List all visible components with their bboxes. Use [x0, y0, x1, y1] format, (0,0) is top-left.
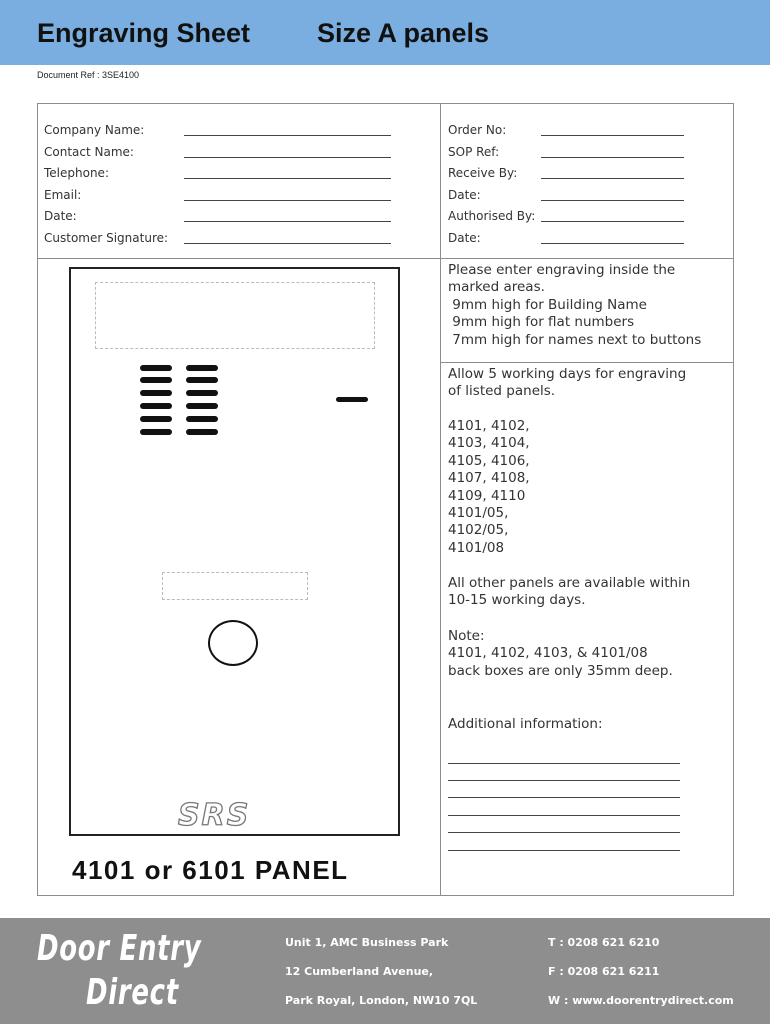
date-label: Date:	[44, 209, 77, 223]
authorised-date-label: Date:	[448, 231, 481, 245]
note-text-2: back boxes are only 35mm deep.	[448, 663, 673, 679]
list-item: 4109, 4110	[448, 488, 526, 504]
receive-date-label: Date:	[448, 188, 481, 202]
fax-number: F : 0208 621 6211	[548, 965, 660, 978]
customer-signature-label: Customer Signature:	[44, 231, 169, 245]
panel-model-title: 4101 or 6101 PANEL	[72, 855, 349, 885]
receive-by-label: Receive By:	[448, 166, 518, 180]
company-name-label: Company Name:	[44, 123, 145, 137]
receive-by-field[interactable]	[541, 178, 684, 179]
authorised-date-field[interactable]	[541, 243, 684, 244]
date-field[interactable]	[184, 221, 391, 222]
instructions-intro: Please enter engraving inside the	[448, 262, 676, 278]
telephone-label: Telephone:	[44, 166, 109, 180]
list-item: 4102/05,	[448, 522, 509, 538]
list-item: 4103, 4104,	[448, 435, 530, 451]
order-no-label: Order No:	[448, 123, 507, 137]
company-logo-line1: Door Entry	[37, 928, 202, 969]
instruction-names: 7mm high for names next to buttons	[448, 332, 702, 348]
right-section-divider	[440, 362, 734, 363]
authorised-by-label: Authorised By:	[448, 209, 536, 223]
header-banner	[0, 0, 770, 65]
allow-days-text: Allow 5 working days for engraving	[448, 366, 687, 382]
note-text: 4101, 4102, 4103, & 4101/08	[448, 645, 648, 661]
list-item: 4101/08	[448, 540, 505, 556]
note-label: Note:	[448, 628, 485, 644]
contact-name-label: Contact Name:	[44, 145, 134, 159]
phone-number: T : 0208 621 6210	[548, 936, 660, 949]
panel-size-title: Size A panels	[317, 18, 490, 48]
additional-info-label: Additional information:	[448, 716, 603, 732]
address-line-1: Unit 1, AMC Business Park	[285, 936, 449, 949]
section-divider	[37, 258, 734, 259]
email-label: Email:	[44, 188, 82, 202]
address-line-3: Park Royal, London, NW10 7QL	[285, 994, 478, 1007]
company-logo-line2: Direct	[86, 972, 179, 1013]
contact-name-field[interactable]	[184, 157, 391, 158]
list-item: 4107, 4108,	[448, 470, 530, 486]
other-panels-text-2: 10-15 working days.	[448, 592, 586, 608]
document-ref: Document Ref : 3SE4100	[37, 70, 140, 80]
instruction-building-name: 9mm high for Building Name	[448, 297, 647, 313]
sop-ref-field[interactable]	[541, 157, 684, 158]
website-link[interactable]: W : www.doorentrydirect.com	[548, 994, 734, 1007]
receive-date-field[interactable]	[541, 200, 684, 201]
allow-days-text-2: of listed panels.	[448, 383, 556, 399]
column-divider	[440, 103, 441, 896]
building-name-engraving-area[interactable]	[95, 282, 375, 349]
list-item: 4101, 4102,	[448, 418, 530, 434]
sop-ref-label: SOP Ref:	[448, 145, 500, 159]
instruction-flat-numbers: 9mm high for flat numbers	[448, 314, 635, 330]
order-no-field[interactable]	[541, 135, 684, 136]
customer-signature-field[interactable]	[184, 243, 391, 244]
panel-outline	[69, 267, 400, 836]
list-item: 4101/05,	[448, 505, 509, 521]
telephone-field[interactable]	[184, 178, 391, 179]
button-name-engraving-area[interactable]	[162, 572, 308, 600]
call-button-icon	[208, 620, 258, 666]
instructions-intro-2: marked areas.	[448, 279, 545, 295]
authorised-by-field[interactable]	[541, 221, 684, 222]
email-field[interactable]	[184, 200, 391, 201]
other-panels-text: All other panels are available within	[448, 575, 691, 591]
address-line-2: 12 Cumberland Avenue,	[285, 965, 434, 978]
srs-logo	[176, 795, 284, 831]
list-item: 4105, 4106,	[448, 453, 530, 469]
srs-logo-text: SRS	[178, 798, 251, 831]
sheet-title: Engraving Sheet	[37, 18, 251, 48]
indicator-bar-icon	[336, 397, 368, 402]
company-name-field[interactable]	[184, 135, 391, 136]
